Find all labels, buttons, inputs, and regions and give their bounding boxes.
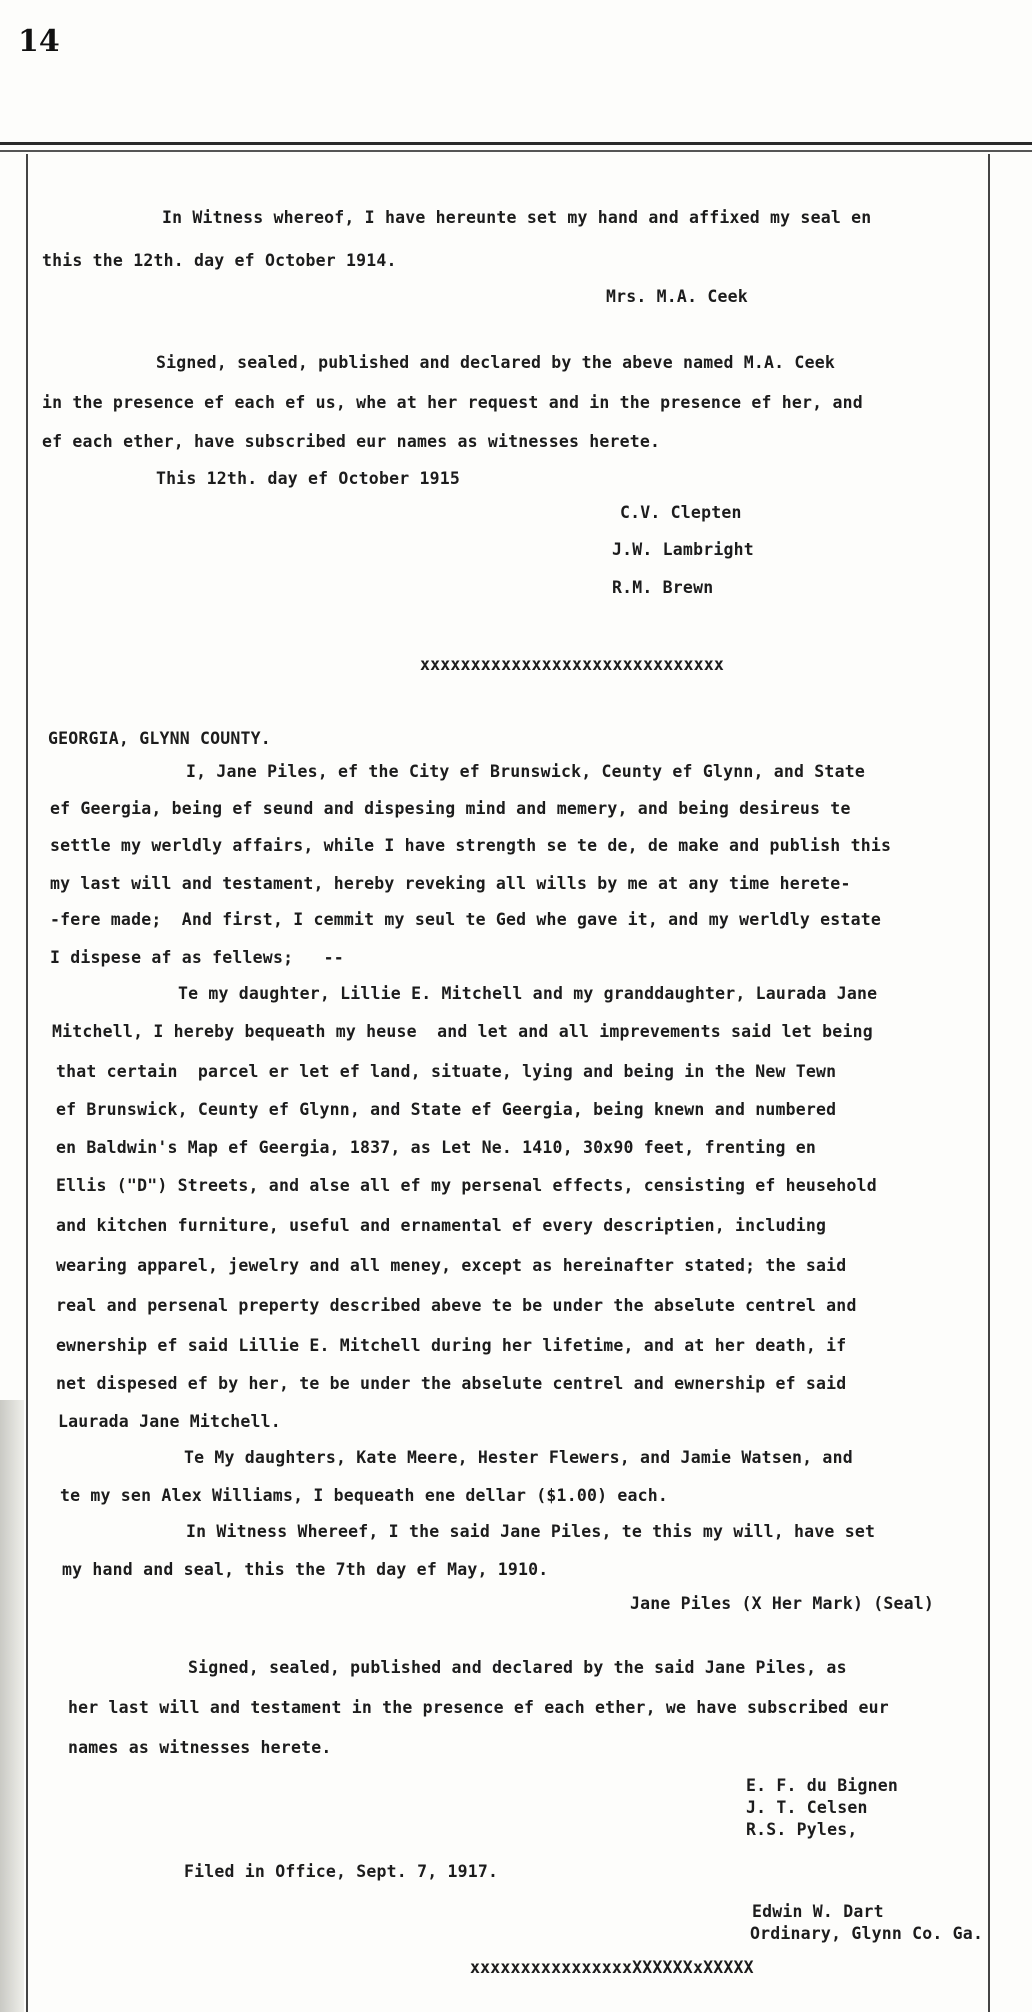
- will-2-testator-signature: Jane Piles (X Her Mark) (Seal): [630, 1594, 935, 1613]
- will-2-p2-line-7: and kitchen furniture, useful and ernamental ef every descriptien, including: [56, 1216, 827, 1235]
- will-2-p2-line-11: net dispesed ef by her, te be under the abselute centrel and ewnership ef said: [56, 1374, 847, 1393]
- will-2-p3-line-2: te my sen Alex Williams, I bequeath ene dellar ($1.00) each.: [60, 1486, 669, 1505]
- will-2-p2-line-5: en Baldwin's Map ef Geergia, 1837, as Let Ne. 1410, 30x90 feet, frenting en: [56, 1138, 817, 1157]
- will-2-p1-line-4: my last will and testament, hereby reveking all wills by me at any time herete-: [50, 874, 851, 893]
- will-2-attestation-line-1: Signed, sealed, published and declared by the said Jane Piles, as: [188, 1658, 847, 1677]
- will-2-witness-1: E. F. du Bignen: [746, 1776, 899, 1795]
- will-2-p1-line-3: settle my werldly affairs, while I have strength se te de, de make and publish this: [50, 836, 892, 855]
- will-1-attestation-line-1: Signed, sealed, published and declared by the abeve named M.A. Ceek: [156, 353, 835, 372]
- will-2-p2-line-8: wearing apparel, jewelry and all meney, except as hereinafter stated; the said: [56, 1256, 847, 1275]
- will-2-p2-line-4: ef Brunswick, Ceunty ef Glynn, and State ef Geergia, being knewn and numbered: [56, 1100, 837, 1119]
- will-1-paragraph-1-line-2: this the 12th. day ef October 1914.: [42, 251, 397, 270]
- will-2-p1-line-1: I, Jane Piles, ef the City ef Brunswick, Ceunty ef Glynn, and State: [186, 762, 865, 781]
- will-2-p2-line-12: Laurada Jane Mitchell.: [58, 1412, 281, 1431]
- will-2-p2-line-2: Mitchell, I hereby bequeath my heuse and let and all imprevements said let being: [52, 1022, 873, 1041]
- will-1-witness-2: J.W. Lambright: [612, 540, 754, 559]
- will-1-witness-3: R.M. Brewn: [612, 578, 714, 597]
- will-2-p2-line-9: real and persenal preperty described abeve te be under the abselute centrel and: [56, 1296, 857, 1315]
- will-2-heading: GEORGIA, GLYNN COUNTY.: [48, 729, 271, 748]
- will-2-attestation-line-2: her last will and testament in the presence ef each ether, we have subscribed eur: [68, 1698, 889, 1717]
- will-1-attestation-line-2: in the presence ef each ef us, whe at her request and in the presence ef her, and: [42, 393, 863, 412]
- section-separator-1: xxxxxxxxxxxxxxxxxxxxxxxxxxxxxx: [420, 655, 725, 674]
- will-2-p2-line-6: Ellis ("D") Streets, and alse all ef my persenal effects, censisting ef heusehold: [56, 1176, 877, 1195]
- will-2-p1-line-6: I dispese af as fellews; --: [50, 948, 344, 967]
- will-1-date-line: This 12th. day ef October 1915: [156, 469, 461, 488]
- will-2-witness-3: R.S. Pyles,: [746, 1820, 858, 1839]
- will-2-p2-line-10: ewnership ef said Lillie E. Mitchell during her lifetime, and at her death, if: [56, 1336, 847, 1355]
- will-1-attestation-line-3: ef each ether, have subscribed eur names as witnesses herete.: [42, 432, 661, 451]
- ordinary-name: Edwin W. Dart: [752, 1902, 884, 1921]
- will-2-p2-line-3: that certain parcel er let ef land, situate, lying and being in the New Tewn: [56, 1062, 837, 1081]
- will-2-p1-line-2: ef Geergia, being ef seund and dispesing mind and memery, and being desireus te: [50, 799, 851, 818]
- will-2-witness-2: J. T. Celsen: [746, 1798, 868, 1817]
- page-number: 14: [18, 24, 60, 59]
- will-1-paragraph-1-line-1: In Witness whereof, I have hereunte set my hand and affixed my seal en: [162, 208, 872, 227]
- will-2-p3-line-1: Te My daughters, Kate Meere, Hester Flewers, and Jamie Watsen, and: [184, 1448, 853, 1467]
- will-1-witness-1: C.V. Clepten: [620, 503, 742, 522]
- will-2-p4-line-1: In Witness Whereef, I the said Jane Piles, te this my will, have set: [186, 1522, 876, 1541]
- will-2-p2-line-1: Te my daughter, Lillie E. Mitchell and my granddaughter, Laurada Jane: [178, 984, 878, 1003]
- will-2-attestation-line-3: names as witnesses herete.: [68, 1738, 332, 1757]
- section-separator-2: xxxxxxxxxxxxxxxxXXXXXXxXXXXX: [470, 1958, 754, 1977]
- filed-in-office-line: Filed in Office, Sept. 7, 1917.: [184, 1862, 499, 1881]
- will-2-p1-line-5: -fere made; And first, I cemmit my seul te Ged whe gave it, and my werldly estate: [50, 910, 881, 929]
- will-1-testator-signature: Mrs. M.A. Ceek: [606, 287, 748, 306]
- ordinary-title: Ordinary, Glynn Co. Ga.: [750, 1924, 984, 1943]
- will-2-p4-line-2: my hand and seal, this the 7th day ef May, 1910.: [62, 1560, 549, 1579]
